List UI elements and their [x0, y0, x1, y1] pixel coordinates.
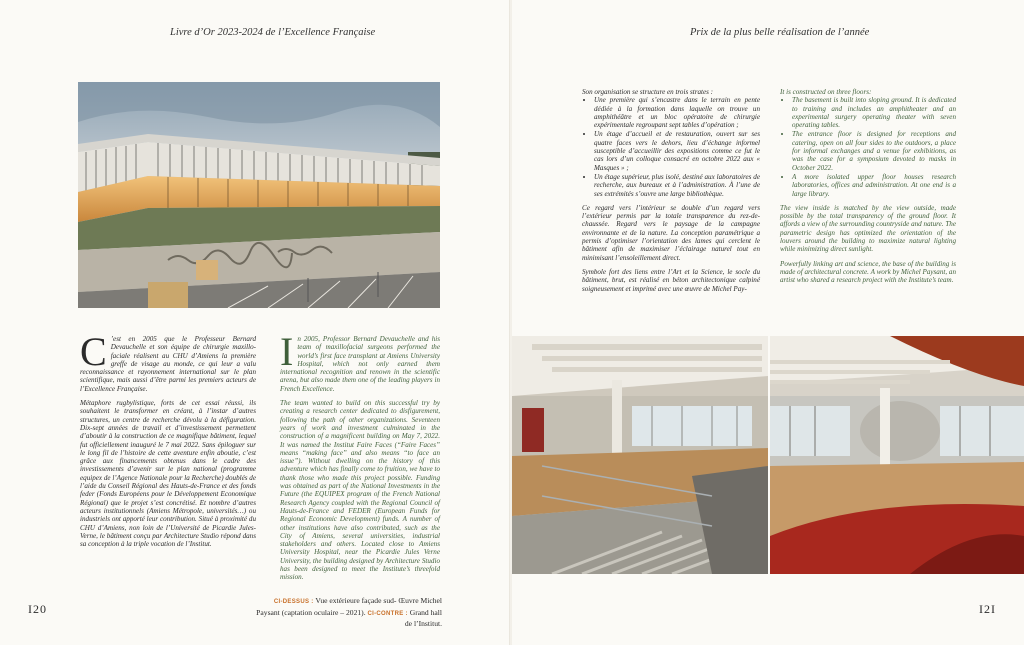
- right-page: [512, 0, 1024, 645]
- english-column-right: [780, 88, 956, 291]
- floors-intro-en: It is constructed on three floors:: [780, 88, 872, 96]
- floors-list-fr: [582, 96, 760, 198]
- page-number-left: I20: [28, 602, 47, 616]
- floors-intro-fr: Son organisation se structure en trois strates :: [582, 88, 714, 96]
- caption-tag-above: CI-DESSUS :: [273, 599, 314, 605]
- floor-item-en: • A more isolated upper floor houses research laboratories, offices and administration. At one end is a large library.: [792, 173, 956, 198]
- page-number-right: I2I: [979, 602, 996, 616]
- floor-item-fr: • Un étage supérieur, plus isolé, destiné aux laboratoires de recherche, aux bureaux et à l’administration. À l’une de ses extrémités s’ouvre une large bibliothèque.: [594, 173, 760, 198]
- english-column-left: [280, 329, 440, 588]
- floor-item-fr: • Un étage d’accueil et de restauration, ouvert sur ses quatre faces vers le dehors, lieu d’échange informel susceptible d’accueillir des expositions comme ce fut le cas lors d’un colloque consacré en octobre 2022 aux « Masques » ;: [594, 130, 760, 171]
- left-page: [0, 0, 510, 645]
- dropcap-fr: C: [80, 329, 107, 374]
- history-paragraph-fr: Métaphore rugbylistique, forts de cet essai réussi, ils souhaitent le transformer en créant, à l’instar d’autres structures, un centre de recherche dévolu à la défiguration. Dix-sept années de travail et d’investissement permettent d’aboutir à la construction de ce magnifique bâtiment, lequel fut officiellement inauguré le 7 mai 2022. Sans épiloguer sur le long fil de l’histoire de cette aventure enfin aboutie, c’est grâce aux financements obtenus dans le cadre des investissements d’avenir sur le plan national (programme equipex de l’Agence Nationale pour la Recherche) doublés de l’aide du Conseil Régional des Hauts-de-France et des fonds feder (Fonds Européens pour le Développement Economique Régional) que le projet s’est concrétisé. Et nombre d’autres acteurs institutionnels (Amiens Métropole, universités…) ou industriels ont apporté leur contribution. Situé à proximité du CHU d’Amiens, non loin de l’Université de Picardie Jules-Verne, le bâtiment conçu par Architecture Studio répond dans sa conception à la triple vocation de l’Institut.: [80, 399, 256, 549]
- interior-staircase-photo: [512, 336, 768, 574]
- caption-text-above: Vue extérieure façade sud- Œuvre Michel Paysant (captation oculaire – 2021).: [256, 596, 442, 617]
- running-head-right: Prix de la plus belle réalisation de l’année: [690, 27, 870, 38]
- art-paragraph-fr: Symbole fort des liens entre l’Art et la Science, le socle du bâtiment, brut, est réalisé en béton architectonique calpiné soigneusement et imprimé avec une œuvre de Michel Pay-: [582, 267, 760, 293]
- exterior-facade-photo: [78, 82, 440, 308]
- caption-text-opposite: Grand hall de l’Institut.: [404, 607, 442, 628]
- dropcap-en: I: [280, 329, 294, 374]
- floor-item-en: • The basement is built into sloping ground. It is dedicated to training and includes an amphitheater and an experimental surgery operating theater with seven operating tables.: [792, 96, 956, 129]
- intro-paragraph-en: [280, 329, 440, 393]
- interior-hall-photo: [770, 336, 1024, 574]
- photo-caption: [252, 596, 442, 629]
- intro-text-en: n 2005, Professor Bernard Devauchelle and his team of maxillofacial surgeons performed the world’s first face transplant at Amiens University Hospital, which not only earned them international recognition and renown in the scientific arena, but also made them one of the leading players in French Excellence.: [280, 335, 440, 393]
- french-column-right: [582, 88, 760, 299]
- history-paragraph-en: The team wanted to build on this successful try by creating a research center dedicated to disfigurement, following the path of other organizations. Seventeen years of work and investment culminated in the construction of a magnificent building on May 7, 2022. It was named the Institut Faire Faces (“Faire Faces” means “making face” and also means “to face an issue”). Without dwelling on the history of this adventure which has finally come to fruition, we have to thank those who made this project possible. Funding was obtained as part of the National Investments in the Future (the EQUIPEX program of the French National Research Agency coupled with the Regional Council of Hauts-de-France and FEDER (European Funds for Regional Economic Development) funds. A number of other institutions have also contributed, such as the City of Amiens, several universities, industrial stakeholders and others. Located close to Amiens University Hospital, near the Picardie Jules Verne University, the building designed by Architecture Studio has been designed to meet the Institute’s threefold mission.: [280, 399, 440, 582]
- floor-item-en: • The entrance floor is designed for receptions and catering, open on all four sides to the outdoors, a place for informal exchanges and a venue for exhibitions, as was the case for a symposium devoted to masks in October 2022.: [792, 130, 956, 171]
- running-head-left: Livre d’Or 2023-2024 de l’Excellence Française: [170, 27, 376, 38]
- intro-text-fr: ’est en 2005 que le Professeur Bernard Devauchelle et son équipe de chirurgie maxillo-faciale réalisent au CHU d’Amiens la première greffe de visage au monde, ce qui leur a valu reconnaissance et rayonnement international sur le plan scientifique, mais aussi d’être parmi les premiers acteurs de l’Excellence Française.: [80, 335, 256, 393]
- french-column-left: [80, 329, 256, 554]
- floors-list-en: [780, 96, 956, 198]
- view-paragraph-fr: Ce regard vers l’intérieur se double d’un regard vers l’extérieur permis par la totale transparence du rez-de-chaussée. Regard vers le paysage de la campagne environnante et de la nature. La conception paramétrique a permis d’optimiser l’orientation des lames qui cerclent le bâtiment afin de maximiser l’éclairage naturel tout en minimisant l’ensoleillement direct.: [582, 203, 760, 262]
- caption-tag-opposite: CI-CONTRE :: [367, 610, 408, 617]
- intro-paragraph-fr: [80, 329, 256, 393]
- view-paragraph-en: The view inside is matched by the view outside, made possible by the total transparency of the ground floor. It affords a view of the surrounding countryside and nature. The parametric design has optimized the orientation of the louvers around the building to maximize natural lighting while minimizing direct sunlight.: [780, 203, 956, 254]
- floor-item-fr: • Une première qui s’encastre dans le terrain en pente dédiée à la formation dans laquelle on trouve un amphithéâtre et un bloc opératoire de chirurgie expérimentale regroupant sept tables d’opération ;: [594, 96, 760, 129]
- art-paragraph-en: Powerfully linking art and science, the base of the building is made of architectural concrete. A work by Michel Paysant, an artist who shared a research project with the Institute’s team.: [780, 259, 956, 285]
